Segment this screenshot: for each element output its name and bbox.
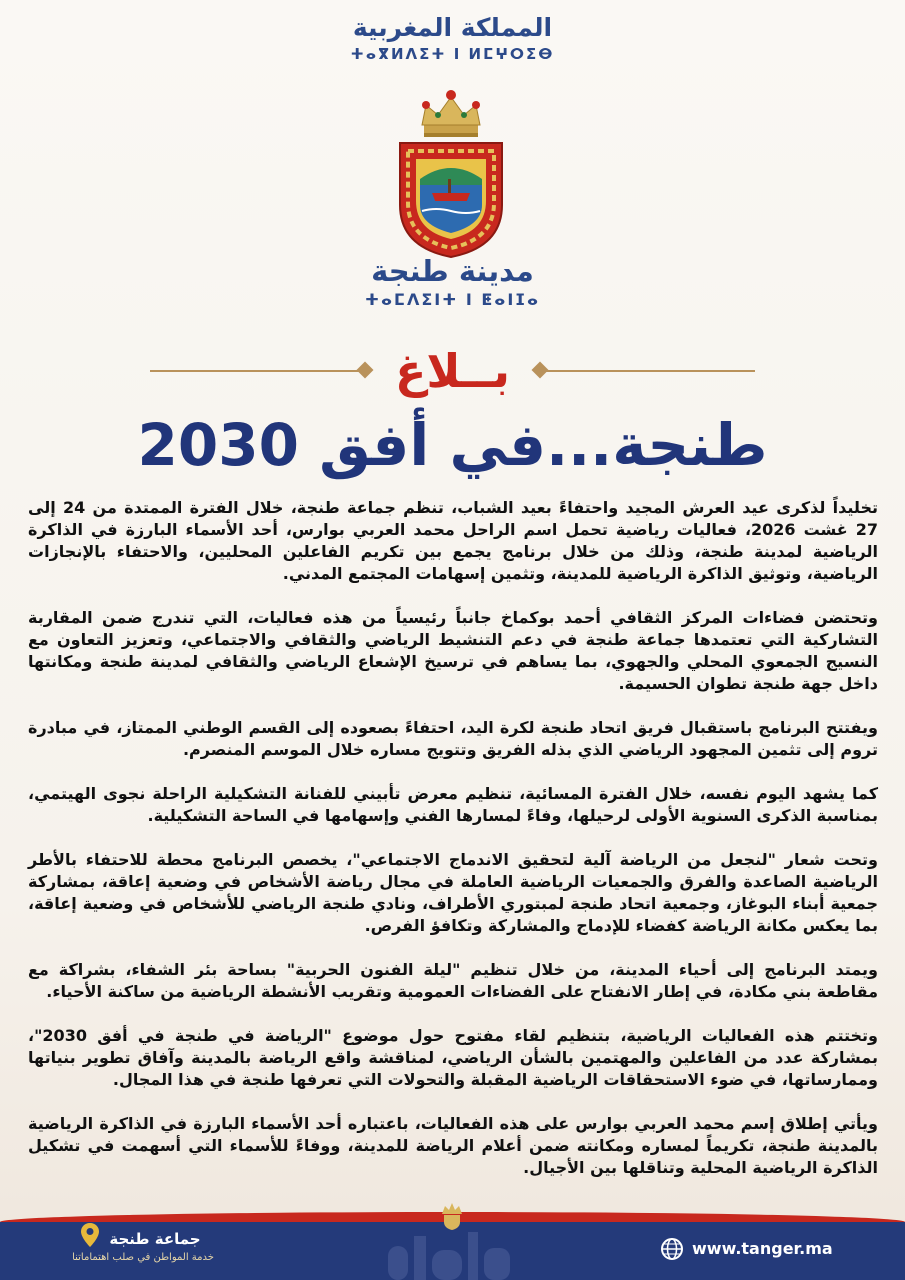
page-title: طنجة...في أفق 2030 <box>137 411 768 479</box>
paragraph: وتحتضن فضاءات المركز الثقافي أحمد بوكماخ جانباً رئيسياً من هذه فعاليات، التي تندرج ضمن المقاربة التشاركية التي تعتمدها جماعة طنجة في دعم التنشيط الرياضي والثقافي والاجتماعي، وتعزيز التعاون مع النسيج الجمعوي المحلي والجهوي، بما يساهم في ترسيخ الإشعاع الرياضي والثقافي لمدينة طنجة ومكانتها داخل جهة طنجة تطوان الحسيمة. <box>28 608 878 693</box>
footer <box>0 1200 905 1280</box>
paragraph: ويأتي إطلاق إسم محمد العربي بوارس على هذه الفعاليات، باعتباره أحد الأسماء البارزة في الذاكرة الرياضية بالمدينة طنجة، تكريماً لمساره ومكانته ضمن أعلام الرياضة للمدينة، ووفاءً للأسماء التي أسهمت في تشكيل الذاكرة الرياضية المحلية وتناقلها بين الأجيال. <box>28 1114 878 1177</box>
header <box>0 12 905 64</box>
kingdom-name-tifinagh: ⵜⴰⴳⵍⴷⵉⵜ ⵏ ⵍⵎⵖⵔⵉⴱ <box>350 45 555 63</box>
city-name-tifinagh: ⵜⴰⵎⴷⵉⵏⵜ ⵏ ⵟⴰⵏⵊⴰ <box>364 290 541 309</box>
notice-label: بــلاغ <box>394 344 511 398</box>
paragraph: كما يشهد اليوم نفسه، خلال الفترة المسائية، تنظيم معرض تأبيني للفنانة التشكيلية الراحلة نجوى الهيتمي، بمناسبة الذكرى السنوية الأولى لرحيلها، وفاءً لمسارها الفني وإسهامها في الساحة التشكيلية. <box>28 784 878 825</box>
paragraph: تخليداً لذكرى عيد العرش المجيد واحتفاءً بعيد الشباب، تنظم جماعة طنجة، خلال الفترة الممتدة من 24 إلى 27 غشت 2026، فعاليات رياضية تحمل اسم الراحل محمد العربي بوارس، أحد الأسماء البارزة في الذاكرة الرياضية لمدينة طنجة، وذلك من خلال برنامج يجمع بين تكريم الفاعلين المحليين، والاحتفاء بالإنجازات الرياضية، وتوثيق الذاكرة الرياضية للمدينة، وتثمين إسهامات المجتمع المدني. <box>28 498 879 583</box>
footer-org-name: جماعة طنجة <box>109 1230 201 1248</box>
city-name-arabic: مدينة طنجة <box>371 254 534 288</box>
paragraph: وتختتم هذه الفعاليات الرياضية، بتنظيم لقاء مفتوح حول موضوع "الرياضة في طنجة في أفق 2030"، بمشاركة عدد من الفاعلين والمهتمين بالشأن الرياضي، لمناقشة واقع الرياضة بالمدينة وآفاق تطوير بنياتها وممارساتها، في ضوء الاستحقاقات الرياضية المقبلة والتحولات التي تعرفها طنجة في هذا المجال. <box>28 1026 878 1089</box>
press-release-body <box>28 497 878 1201</box>
paragraph: وتحت شعار "لنجعل من الرياضة آلية لتحقيق الاندماج الاجتماعي"، يخصص البرنامج محطة للاحتفاء بالأطر الرياضية الصاعدة والفرق والجمعيات الرياضية العاملة في مجال رياضة الأشخاص في وضعية إعاقة، بمشاركة جمعية أبناء البوغاز، وجمعية اتحاد طنجة لمبتوري الأطراف، ونادي طنجة الرياضي للأشخاص في وضعية إعاقة، بما يعكس مكانة الرياضة كفضاء للإدماج والمشاركة وتكافؤ الفرص. <box>28 850 878 935</box>
footer-tagline: خدمة المواطن في صلب اهتماماتنا <box>72 1252 214 1263</box>
kingdom-name-arabic: المملكة المغربية <box>352 13 553 42</box>
paragraph: ويفتتح البرنامج باستقبال فريق اتحاد طنجة لكرة اليد، احتفاءً بصعوده إلى القسم الوطني الممتاز، في مبادرة تروم إلى تثمين المجهود الرياضي الذي بذله الفريق وتتويج مساره خلال الموسم المنصرم. <box>28 718 878 759</box>
notice-heading-row <box>0 343 905 399</box>
globe-icon <box>660 1237 684 1261</box>
crown-coat-of-arms-icon <box>386 75 516 260</box>
website-link[interactable]: www.tanger.ma <box>692 1239 833 1258</box>
paragraph: ويمتد البرنامج إلى أحياء المدينة، من خلال تنظيم "ليلة الفنون الحربية" بساحة بئر الشفاء، بشراكة مع مقاطعة بني مكادة، في إطار الانفتاح على الفضاءات العمومية وتقريب الأنشطة الرياضية من ساكنة الأحياء. <box>28 960 878 1001</box>
city-skyline-icon <box>380 1226 520 1280</box>
